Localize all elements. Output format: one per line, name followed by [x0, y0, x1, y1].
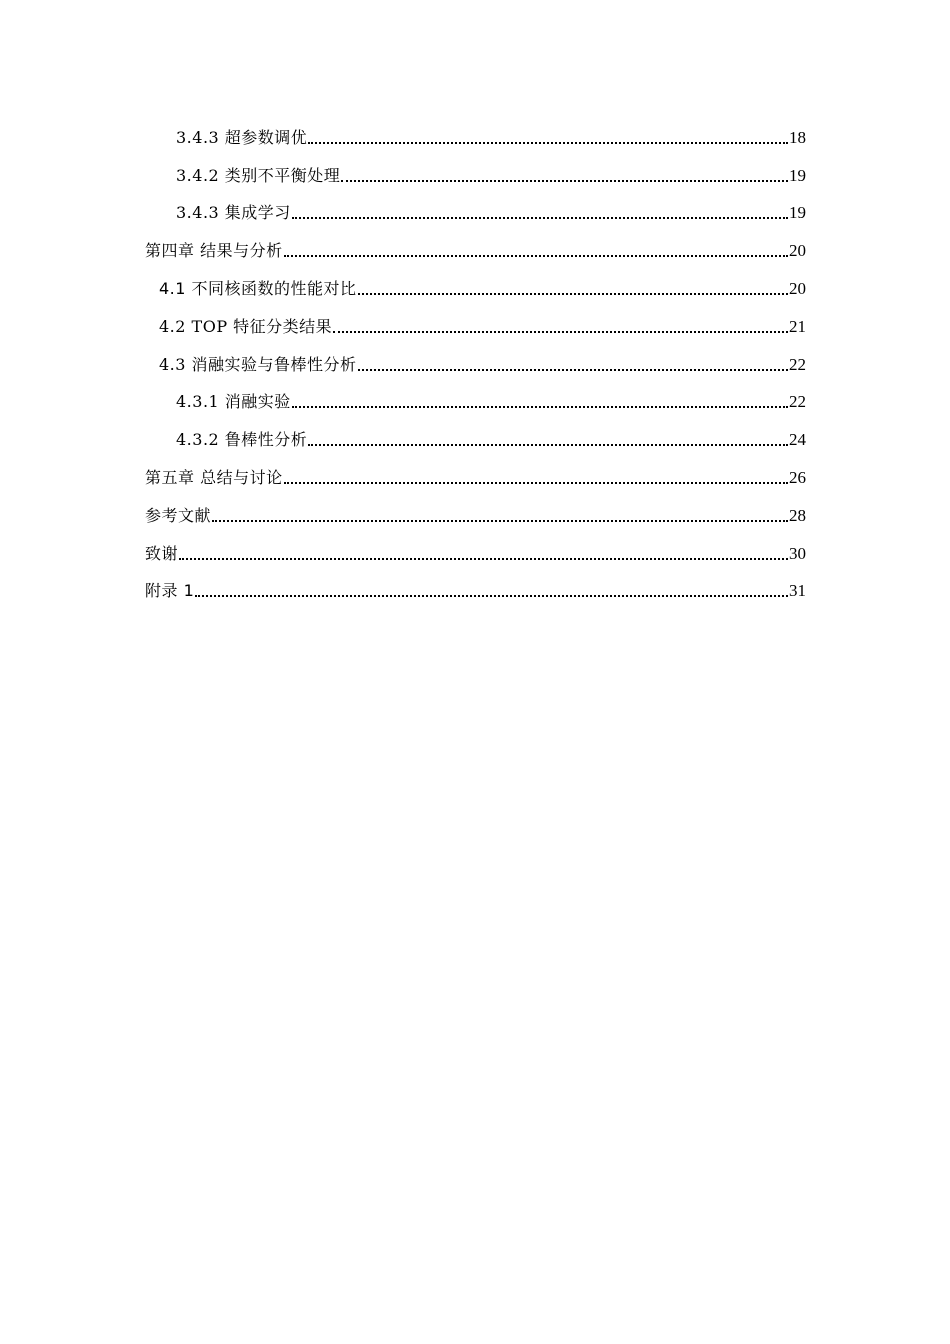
toc-entry-title: 第五章 总结与讨论 [145, 467, 283, 487]
toc-entry[interactable] [145, 186, 806, 224]
toc-entry-title: 附录 1 [145, 581, 195, 601]
toc-page-number: 28 [789, 505, 806, 525]
toc-page-number: 20 [789, 278, 806, 298]
toc-page-number: 26 [789, 467, 806, 487]
toc-entry-title: 4.1 不同核函数的性能对比 [159, 278, 357, 298]
dot-leader [212, 519, 788, 522]
dot-leader [292, 216, 788, 219]
toc-page-number: 19 [789, 203, 806, 223]
dot-leader [333, 330, 788, 333]
dot-leader [195, 594, 788, 597]
dot-leader [308, 141, 788, 144]
toc-entry[interactable] [145, 110, 806, 148]
toc-entry-title: 致谢 [145, 543, 179, 563]
toc-page-number: 18 [789, 127, 806, 147]
dot-leader [179, 557, 788, 560]
toc-page-number: 31 [789, 581, 806, 601]
toc-entry-title: 第四章 结果与分析 [145, 241, 283, 261]
table-of-contents [145, 110, 806, 601]
toc-entry-title: 4.3.2 鲁棒性分析 [176, 430, 308, 450]
dot-leader [308, 443, 788, 446]
toc-page-number: 22 [789, 354, 806, 374]
toc-entry[interactable] [145, 148, 806, 186]
toc-entry-title: 3.4.2 类别不平衡处理 [176, 165, 341, 185]
dot-leader [292, 405, 788, 408]
toc-page-number: 20 [789, 241, 806, 261]
toc-entry[interactable] [145, 337, 806, 375]
toc-entry-title: 4.3.1 消融实验 [176, 392, 291, 412]
toc-entry-title: 3.4.3 超参数调优 [176, 127, 308, 147]
toc-page-number: 19 [789, 165, 806, 185]
toc-entry-title: 4.3 消融实验与鲁棒性分析 [159, 354, 357, 374]
toc-entry[interactable] [145, 526, 806, 564]
toc-entry[interactable] [145, 299, 806, 337]
toc-entry[interactable] [145, 488, 806, 526]
toc-entry[interactable] [145, 412, 806, 450]
dot-leader [341, 179, 788, 182]
toc-entry-title: 3.4.3 集成学习 [176, 203, 291, 223]
toc-page-number: 24 [789, 430, 806, 450]
toc-entry[interactable] [145, 223, 806, 261]
toc-page-number: 22 [789, 392, 806, 412]
toc-entry[interactable] [145, 261, 806, 299]
toc-page-number: 30 [789, 543, 806, 563]
toc-entry-title: 参考文献 [145, 505, 212, 525]
toc-entry[interactable] [145, 564, 806, 602]
dot-leader [284, 254, 788, 257]
dot-leader [358, 292, 788, 295]
toc-entry-title: 4.2 TOP 特征分类结果 [159, 316, 333, 336]
toc-page-number: 21 [789, 316, 806, 336]
toc-entry[interactable] [145, 450, 806, 488]
dot-leader [358, 368, 788, 371]
toc-entry[interactable] [145, 375, 806, 413]
dot-leader [284, 481, 788, 484]
